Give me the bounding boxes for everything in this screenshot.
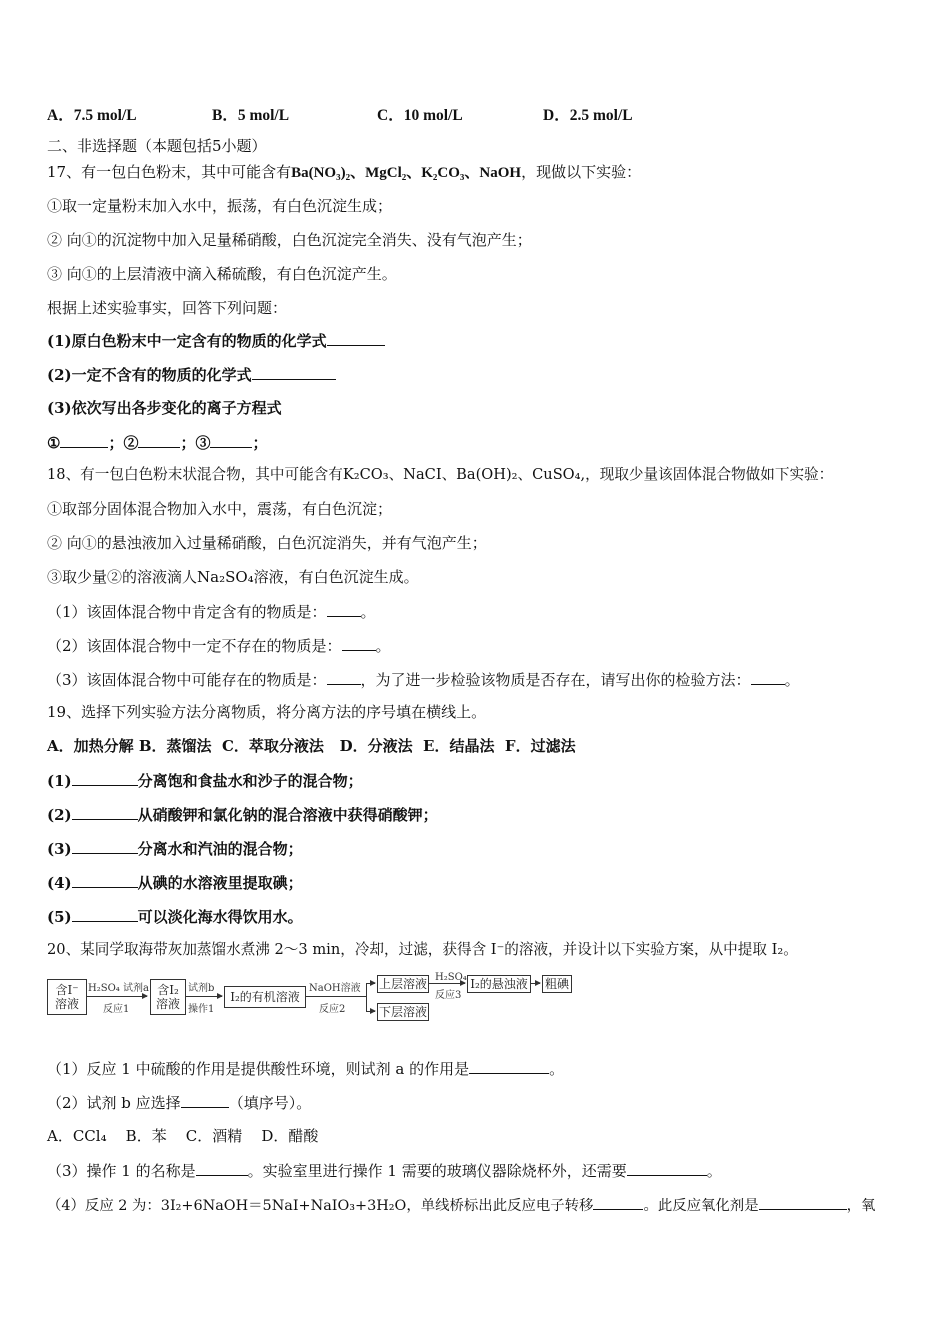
q17-prompt: 根据上述实验事实，回答下列问题：: [47, 299, 288, 317]
item-text: 分离水和汽油的混合物；: [137, 840, 303, 858]
flow-diagram: [47, 972, 577, 1026]
item-text: 可以淡化海水得饮用水。: [137, 908, 303, 926]
answer-blank[interactable]: [327, 330, 385, 346]
q18-question-1: [47, 601, 376, 622]
flow-label-h2so4-a: H₂SO₄ 试剂a: [88, 983, 149, 994]
q19-stem: 19、选择下列实验方法分离物质，将分离方法的序号填在横线上。: [47, 703, 487, 721]
q17-question-2-text: (2)一定不含有的物质的化学式: [47, 366, 252, 384]
mark-2: ；②: [108, 434, 139, 452]
q18-q3-text: （3）该固体混合物中可能存在的物质是：: [47, 671, 327, 689]
flow-box-lower-layer: 下层溶液: [378, 1005, 427, 1019]
item-num: (3): [47, 840, 72, 858]
arrow-icon: [87, 996, 147, 997]
q18-stem: 18、有一包白色粉末状混合物，其中可能含有K₂CO₃、NaCI、Ba(OH)₂、CuSO₄,，现取少量该固体混合物做如下实验：: [47, 466, 834, 483]
answer-blank[interactable]: [60, 432, 108, 448]
answer-blank[interactable]: [72, 872, 138, 888]
q18-q1-text: （1）该固体混合物中肯定含有的物质是：: [47, 603, 327, 621]
q20-q4-middle: 。此反应氧化剂是: [643, 1198, 759, 1214]
q17-step-1: ①取一定量粉末加入水中，振荡，有白色沉淀生成；: [47, 197, 393, 215]
flow-box-upper-layer: 上层溶液: [378, 977, 427, 991]
q18-question-2: [47, 635, 391, 656]
q18-q3-end: 。: [784, 671, 800, 689]
q20-question-4: [47, 1194, 875, 1216]
answer-blank[interactable]: [72, 838, 138, 854]
q18-step-2: ② 向①的悬浊液加入过量稀硝酸，白色沉淀消失，并有气泡产生；: [47, 534, 487, 552]
q20-q3-text: （3）操作 1 的名称是: [47, 1162, 196, 1180]
flow-line: [306, 996, 366, 997]
q20-q3-end: 。: [706, 1162, 722, 1180]
q19-methods: A．加热分解 B．蒸馏法 C．萃取分液法 D．分液法 E．结晶法 F．过滤法: [47, 737, 576, 755]
q20-q2-end: （填序号）。: [228, 1094, 312, 1112]
item-num: (4): [47, 874, 72, 892]
mark-1: ①: [47, 434, 61, 452]
answer-blank[interactable]: [469, 1058, 549, 1074]
answer-blank[interactable]: [751, 669, 785, 685]
q17-stem: [47, 162, 641, 183]
q19-item-1: [47, 770, 363, 791]
q20-q1-text: （1）反应 1 中硫酸的作用是提供酸性环境，则试剂 a 的作用是: [47, 1060, 470, 1078]
item-text: 从硝酸钾和氯化钠的混合溶液中获得硝酸钾；: [137, 806, 438, 824]
q17-question-1: [47, 330, 385, 351]
q17-step-2: ② 向①的沉淀物中加入足量稀硝酸，白色沉淀完全消失、没有气泡产生；: [47, 231, 532, 249]
q17-answers: [47, 432, 268, 453]
flow-label-operation1: 操作1: [188, 1004, 215, 1015]
box-line: 含I₂: [157, 983, 179, 997]
mark-end: ；: [252, 434, 268, 452]
arrow-icon: [366, 1011, 375, 1012]
q20-q3-middle: 。实验室里进行操作 1 需要的玻璃仪器除烧杯外，还需要: [247, 1162, 627, 1180]
item-text: 分离饱和食盐水和沙子的混合物；: [137, 772, 363, 790]
flow-box-iodide-solution: [47, 979, 87, 1015]
box-line: 溶液: [155, 997, 180, 1011]
q18-q2-end: 。: [375, 637, 391, 655]
answer-blank[interactable]: [759, 1194, 847, 1210]
q17-stem-prefix: 17、有一包白色粉末，其中可能含有: [47, 163, 292, 181]
flow-branch: [366, 983, 367, 1011]
answer-blank[interactable]: [327, 669, 361, 685]
q17-question-1-text: (1)原白色粉末中一定含有的物质的化学式: [47, 332, 327, 350]
q20-q2-text: （2）试剂 b 应选择: [47, 1094, 181, 1112]
q17-step-3: ③ 向①的上层清液中滴入稀硫酸，有白色沉淀产生。: [47, 265, 397, 283]
q17-question-2: [47, 364, 336, 385]
answer-blank[interactable]: [181, 1092, 229, 1108]
q18-question-3: [47, 669, 800, 690]
item-num: (2): [47, 806, 72, 824]
box-line: 含I⁻: [55, 983, 79, 997]
answer-blank[interactable]: [342, 635, 376, 651]
arrow-icon: [366, 983, 375, 984]
answer-blank[interactable]: [210, 432, 252, 448]
q19-item-3: [47, 838, 303, 859]
arrow-icon: [429, 983, 465, 984]
box-line: 溶液: [54, 997, 79, 1011]
answer-blank[interactable]: [593, 1194, 643, 1210]
arrow-icon: [531, 983, 540, 984]
item-num: (1): [47, 772, 72, 790]
flow-label-naoh: NaOH溶液: [309, 983, 361, 994]
q20-stem: 20、某同学取海带灰加蒸馏水煮沸 2～3 min，冷却，过滤，获得含 I⁻的溶液，并设计以下实验方案，从中提取 I₂。: [47, 941, 798, 958]
q20-q4-end: ，氧: [846, 1198, 876, 1214]
flow-label-reaction3: 反应3: [435, 990, 462, 1001]
flow-box-crude-iodine: 粗碘: [542, 975, 572, 993]
flow-box-suspension: I₂的悬浊液: [467, 975, 531, 993]
answer-blank[interactable]: [72, 770, 138, 786]
answer-blank[interactable]: [627, 1160, 707, 1176]
answer-blank[interactable]: [252, 364, 336, 380]
option-c: C．10 mol/L: [377, 107, 463, 124]
q19-item-5: [47, 906, 303, 927]
q17-chemicals: Ba(NO₃)₂、MgCl₂、K₂CO₃、NaOH: [291, 165, 522, 181]
answer-blank[interactable]: [72, 906, 138, 922]
answer-blank[interactable]: [138, 432, 180, 448]
q20-q1-end: 。: [549, 1060, 565, 1078]
flow-label-reaction2: 反应2: [319, 1004, 346, 1015]
q18-q3-middle: ，为了进一步检验该物质是否存在，请写出你的检验方法：: [360, 671, 751, 689]
answer-blank[interactable]: [72, 804, 138, 820]
option-d: D．2.5 mol/L: [543, 107, 633, 124]
flow-box-organic-solution: I₂的有机溶液: [224, 986, 306, 1008]
q19-item-4: [47, 872, 303, 893]
q18-step-3: ③取少量②的溶液滴人Na₂SO₄溶液，有白色沉淀生成。: [47, 568, 419, 586]
section-title: 二、非选择题（本题包括5小题）: [47, 137, 267, 155]
item-text: 从碘的水溶液里提取碘；: [137, 874, 303, 892]
item-num: (5): [47, 908, 72, 926]
flow-box-iodine-solution: [150, 979, 186, 1015]
flow-label-reaction1: 反应1: [103, 1004, 130, 1015]
q19-item-2: [47, 804, 438, 825]
q18-q2-text: （2）该固体混合物中一定不存在的物质是：: [47, 637, 342, 655]
answer-blank[interactable]: [196, 1160, 248, 1176]
flow-label-reagent-b: 试剂b: [188, 983, 215, 994]
flow-label-h2so4: H₂SO₄: [435, 972, 467, 983]
q20-question-3: [47, 1160, 722, 1181]
q20-question-2: [47, 1092, 311, 1113]
q18-step-1: ①取部分固体混合物加入水中，震荡，有白色沉淀；: [47, 500, 393, 518]
arrow-icon: [186, 996, 222, 997]
q20-q4-text: （4）反应 2 为：3I₂+6NaOH＝5NaI+NaIO₃+3H₂O，单线桥标出此反应电子转移: [47, 1198, 594, 1214]
option-b: B．5 mol/L: [212, 107, 290, 124]
q18-q1-end: 。: [360, 603, 376, 621]
q20-question-1: [47, 1058, 564, 1079]
answer-blank[interactable]: [327, 601, 361, 617]
q17-stem-suffix: ，现做以下实验：: [521, 163, 642, 181]
q20-choices: A．CCl₄ B．苯 C．酒精 D．醋酸: [47, 1127, 319, 1145]
q17-question-3: (3)依次写出各步变化的离子方程式: [47, 399, 282, 417]
mark-3: ；③: [180, 434, 211, 452]
option-a: A．7.5 mol/L: [47, 107, 137, 124]
